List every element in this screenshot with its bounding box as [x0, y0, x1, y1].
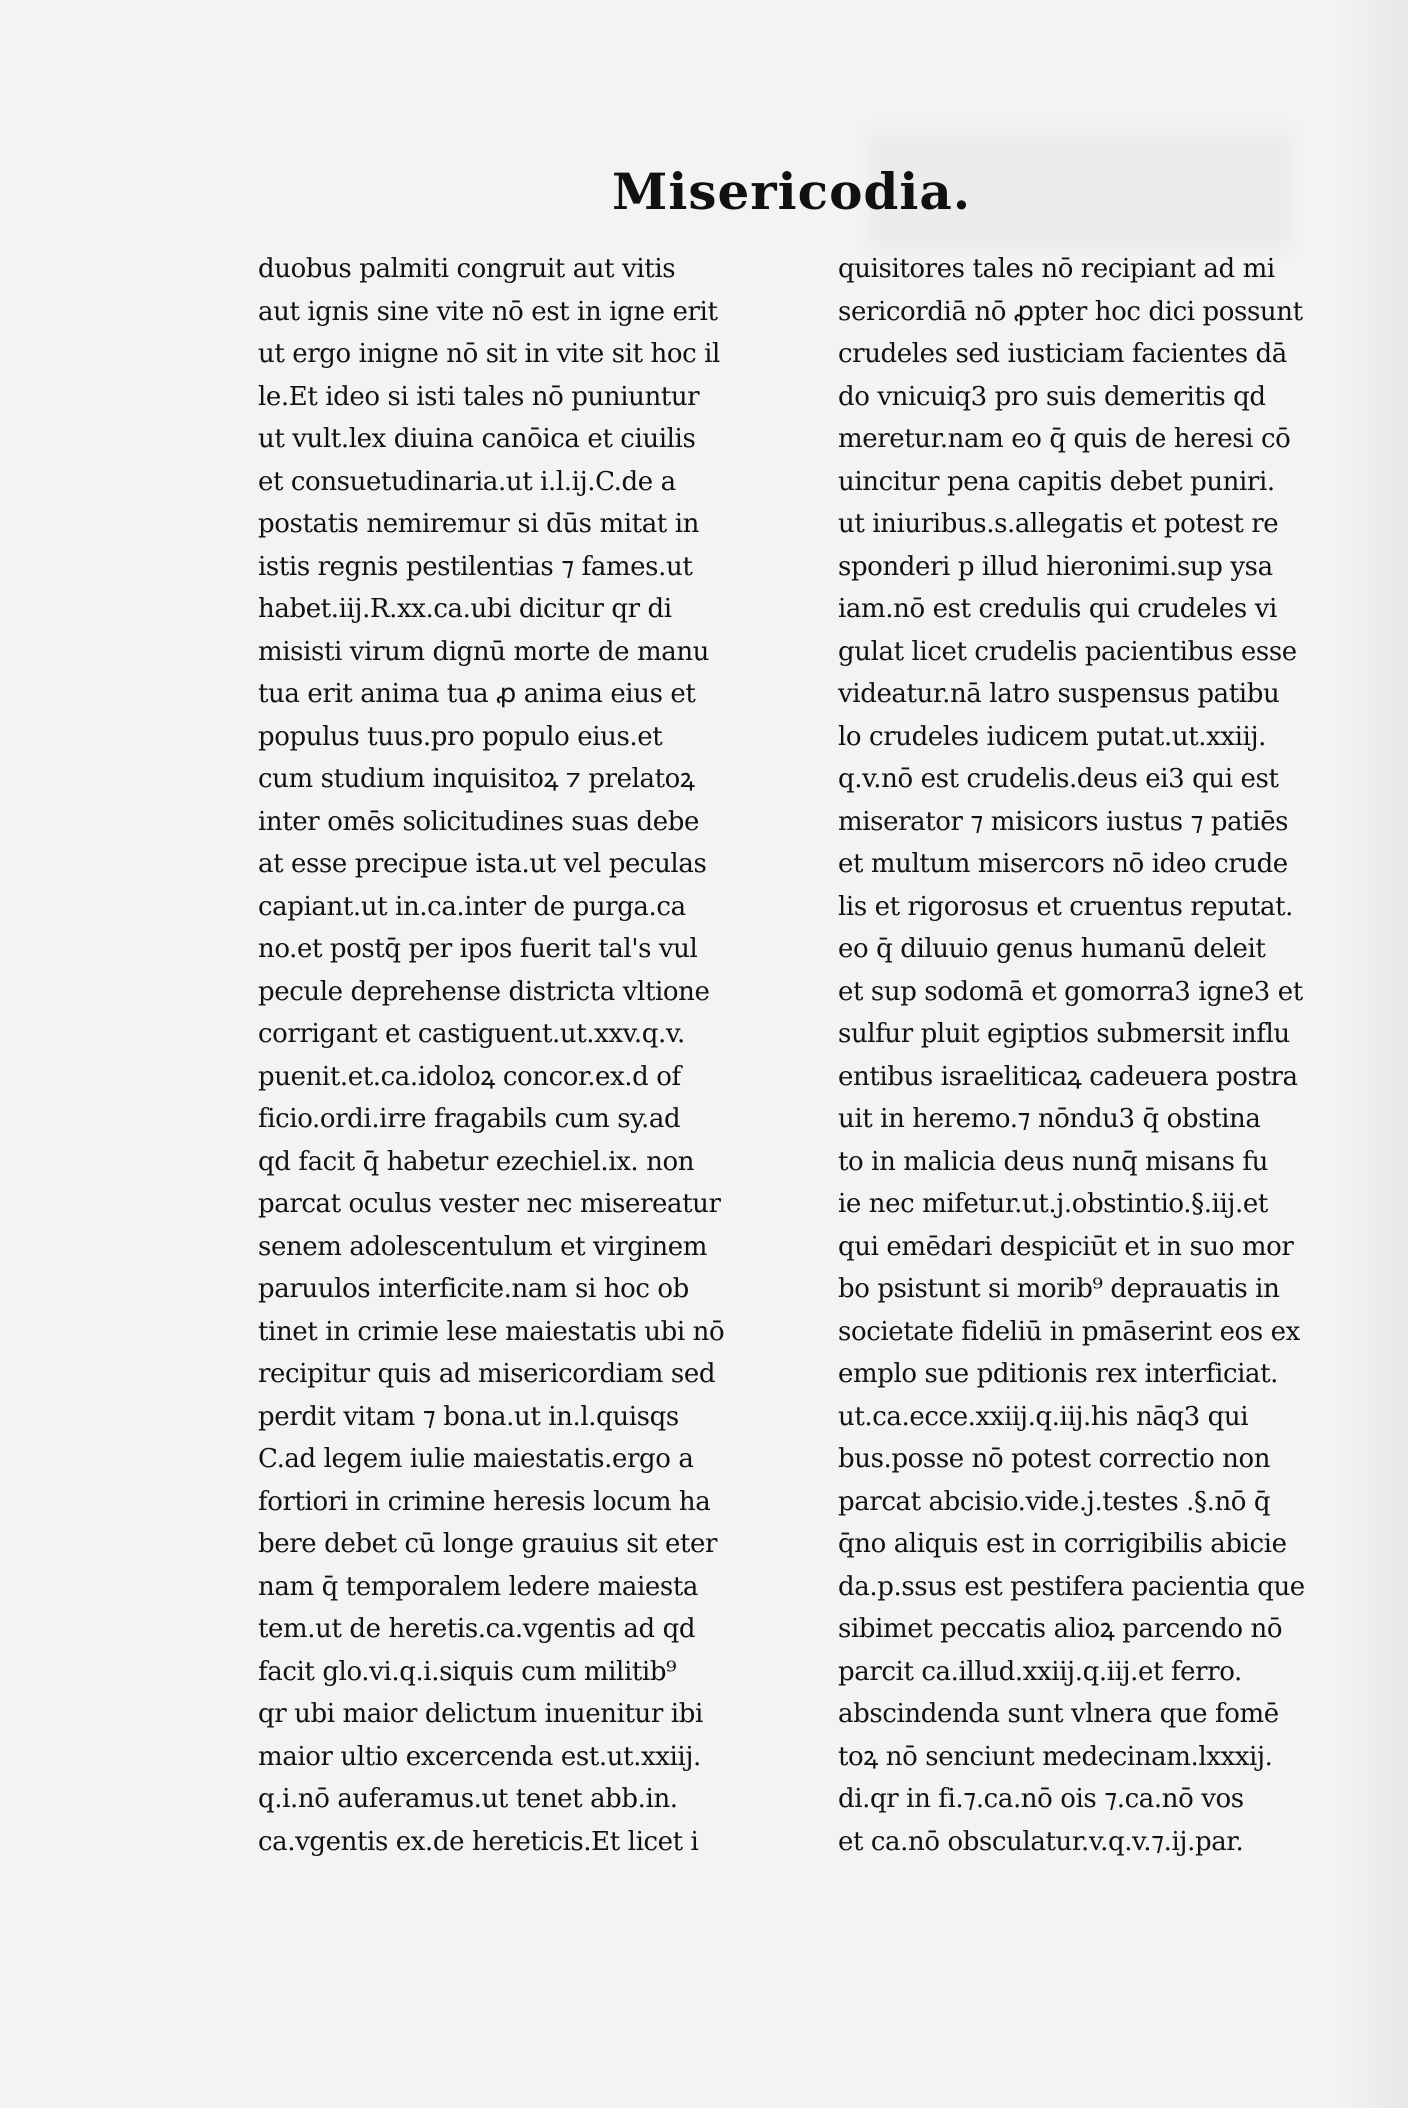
text-line: da.p.ssus est pestifera pacientia que	[838, 1571, 1305, 1602]
text-line: tem.ut de heretis.ca.vgentis ad qd	[258, 1614, 696, 1644]
text-line: no.et postq̄ per ipos fuerit tal's vul	[258, 934, 698, 964]
text-line: parcat oculus vester nec misereatur	[258, 1189, 721, 1219]
text-line: capiant.ut in.ca.inter de purga.ca	[258, 891, 686, 922]
text-line: tinet in crimie lese maiestatis ubi nō	[258, 1316, 725, 1347]
text-line: bus.posse nō potest correctio non	[838, 1444, 1271, 1474]
text-line: q.v.nō est crudelis.deus ei3 qui est	[838, 764, 1279, 794]
text-line: q.i.nō auferamus.ut tenet abb.in.	[258, 1784, 678, 1814]
left-text-column	[258, 248, 773, 1863]
text-line: ficio.ordi.irre fragabils cum sy.ad	[258, 1104, 681, 1134]
text-line: lis et rigorosus et cruentus reputat.	[838, 891, 1293, 922]
text-line: miserator ⁊ misicors iustus ⁊ patiēs	[838, 806, 1289, 837]
text-line: to in malicia deus nunq̄ misans fu	[838, 1146, 1268, 1177]
text-line: qui emēdari despiciūt et in suo mor	[838, 1231, 1294, 1262]
text-line: meretur.nam eo q̄ quis de heresi cō	[838, 424, 1291, 454]
text-line: entibus israeliticaꝝ cadeuera postra	[838, 1061, 1298, 1092]
text-line: le.Et ideo si isti tales nō puniuntur	[258, 381, 700, 412]
text-line: ut iniuribus.s.allegatis et potest re	[838, 509, 1279, 539]
text-line: puenit.et.ca.idoloꝝ concor.ex.d of	[258, 1061, 681, 1092]
text-line: ut ergo inigne nō sit in vite sit hoc il	[258, 339, 720, 369]
text-line: bo psistunt si morib⁹ deprauatis in	[838, 1274, 1280, 1304]
text-line: toꝝ nō senciunt medecinam.lxxxij.	[838, 1741, 1273, 1772]
text-line: videatur.nā latro suspensus patibu	[838, 679, 1280, 709]
text-line: aut ignis sine vite nō est in igne erit	[258, 296, 718, 327]
text-line: ut vult.lex diuina canōica et ciuilis	[258, 424, 696, 454]
text-line: senem adolescentulum et virginem	[258, 1231, 707, 1262]
text-line: do vnicuiq3 pro suis demeritis qd	[838, 381, 1266, 412]
text-line: et sup sodomā et gomorra3 igne3 et	[838, 976, 1303, 1007]
text-line: paruulos interficite.nam si hoc ob	[258, 1274, 689, 1304]
text-line: duobus palmiti congruit aut vitis	[258, 254, 676, 284]
text-line: uit in heremo.⁊ nōndu3 q̄ obstina	[838, 1104, 1261, 1134]
text-line: iam.nō est credulis qui crudeles vi	[838, 594, 1277, 624]
text-line: postatis nemiremur si dūs mitat in	[258, 509, 699, 539]
text-line: lo crudeles iudicem putat.ut.xxiij.	[838, 721, 1266, 752]
text-line: recipitur quis ad misericordiam sed	[258, 1359, 716, 1389]
text-line: emplo sue pditionis rex interficiat.	[838, 1359, 1279, 1389]
text-line: societate fideliū in pmāserint eos ex	[838, 1316, 1300, 1347]
text-line: abscindenda sunt vlnera que fomē	[838, 1699, 1279, 1729]
text-line: cum studium inquisitoꝝ ⁊ prelatoꝝ	[258, 764, 695, 794]
text-line: eo q̄ diluuio genus humanū deleit	[838, 934, 1266, 964]
text-line: nam q̄ temporalem ledere maiesta	[258, 1571, 698, 1602]
text-line: ca.vgentis ex.de hereticis.Et licet i	[258, 1826, 699, 1857]
text-line: et consuetudinaria.ut i.l.ij.C.de a	[258, 466, 676, 497]
text-line: at esse precipue ista.ut vel peculas	[258, 849, 707, 879]
text-line: inter omēs solicitudines suas debe	[258, 806, 699, 837]
text-line: pecule deprehense districta vltione	[258, 976, 710, 1007]
text-line: ie nec mifetur.ut.j.obstintio.§.iij.et	[838, 1189, 1268, 1219]
text-line: sulfur pluit egiptios submersit influ	[838, 1019, 1290, 1049]
text-line: maior ultio excercenda est.ut.xxiij.	[258, 1741, 701, 1772]
text-line: parcat abcisio.vide.j.testes .§.nō q̄	[838, 1486, 1271, 1517]
text-line: facit glo.vi.q.i.siquis cum militib⁹	[258, 1656, 677, 1687]
text-line: populus tuus.pro populo eius.et	[258, 721, 663, 752]
text-line: fortiori in crimine heresis locum ha	[258, 1486, 711, 1517]
text-line: quisitores tales nō recipiant ad mi	[838, 254, 1275, 284]
text-line: sponderi p illud hieronimi.sup ysa	[838, 551, 1273, 582]
text-line: perdit vitam ⁊ bona.ut in.l.quisqs	[258, 1401, 679, 1432]
text-line: bere debet cū longe grauius sit eter	[258, 1529, 718, 1559]
text-line: C.ad legem iulie maiestatis.ergo a	[258, 1444, 694, 1474]
text-line: istis regnis pestilentias ⁊ fames.ut	[258, 551, 693, 582]
text-line: sibimet peccatis alioꝝ parcendo nō	[838, 1614, 1283, 1644]
text-line: qd facit q̄ habetur ezechiel.ix. non	[258, 1146, 695, 1177]
text-line: q̄no aliquis est in corrigibilis abicie	[838, 1529, 1287, 1559]
text-line: sericordiā nō ꝓpter hoc dici possunt	[838, 296, 1303, 327]
text-line: misisti virum dignū morte de manu	[258, 636, 710, 667]
text-line: tua erit anima tua ꝓ anima eius et	[258, 679, 696, 709]
text-line: parcit ca.illud.xxiij.q.iij.et ferro.	[838, 1656, 1242, 1687]
text-line: di.qr in fi.⁊.ca.nō ois ⁊.ca.nō vos	[838, 1784, 1244, 1814]
text-line: uincitur pena capitis debet puniri.	[838, 466, 1275, 497]
text-line: crudeles sed iusticiam facientes dā	[838, 339, 1287, 369]
text-line: et ca.nō obsculatur.v.q.v.⁊.ij.par.	[838, 1826, 1244, 1857]
text-line: corrigant et castiguent.ut.xxv.q.v.	[258, 1019, 685, 1049]
page-title: Misericodia.	[612, 162, 972, 221]
text-line: gulat licet crudelis pacientibus esse	[838, 636, 1297, 667]
right-text-column	[838, 248, 1350, 1863]
text-line: ut.ca.ecce.xxiij.q.iij.his nāq3 qui	[838, 1401, 1249, 1432]
text-line: et multum misercors nō ideo crude	[838, 849, 1288, 879]
text-line: qr ubi maior delictum inuenitur ibi	[258, 1699, 703, 1729]
text-line: habet.iij.R.xx.ca.ubi dicitur qr di	[258, 594, 672, 624]
